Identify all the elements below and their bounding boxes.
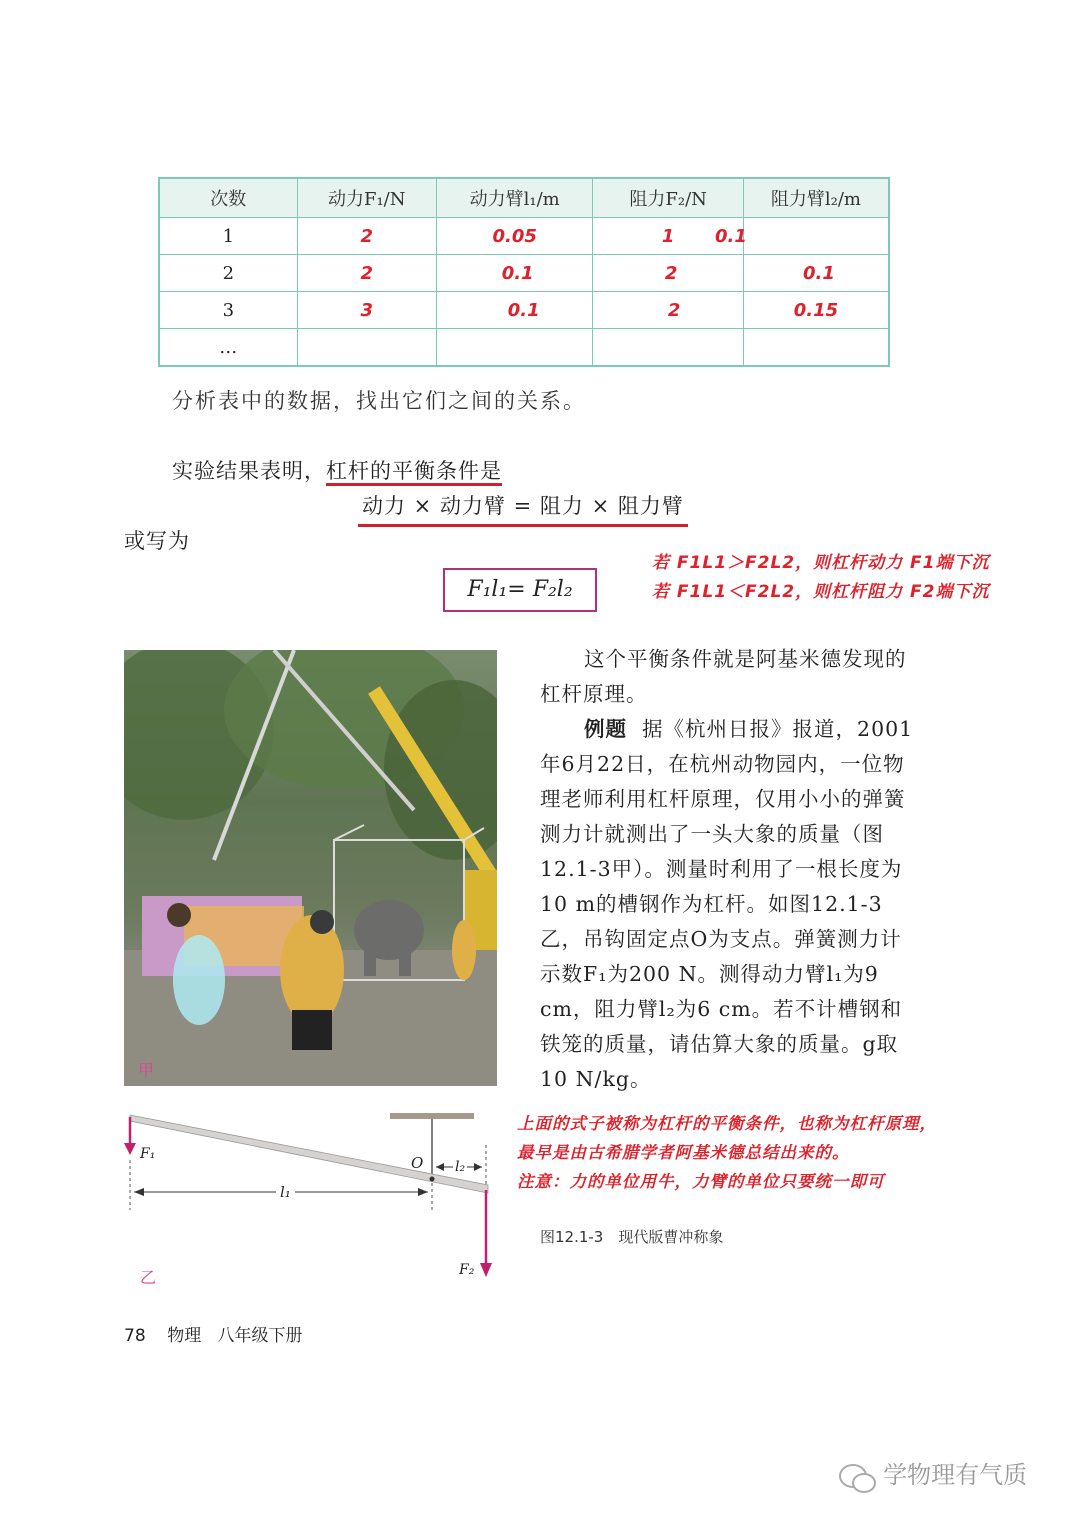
diagram-label: 乙: [140, 1268, 157, 1287]
cell-f2-value: 1: [661, 225, 675, 247]
cell-f2: 2: [593, 255, 743, 292]
example-text: 据《杭州日报》报道，2001年6月22日，在杭州动物园内，一位物理老师利用杠杆原理，仅用小小的弹簧测力计就测出了一头大象的质量（图12.1-3甲）。测量时利用了一根长度为10 m的槽钢作为杠杆。如图12.1-3乙，吊钩固定点O为支点。弹簧测力计示数F₁为200 N。测得动力臂l₁为9 cm，阻力臂l₂为6 cm。若不计槽钢和铁笼的质量，请估算大象的质量。g取10 N/kg。: [540, 717, 914, 1091]
cell-l2: [743, 218, 889, 255]
cell-f2: 2: [593, 292, 743, 329]
example-label: 例题: [584, 717, 627, 741]
table-row: [159, 329, 889, 367]
handwritten-note-1b: 若 F1L1＜F2L2，则杠杆阻力 F2端下沉: [652, 582, 990, 602]
result-sentence: [172, 455, 502, 485]
handwritten-note-2b: 最早是由古希腊学者阿基米德总结出来的。: [517, 1143, 850, 1162]
cell-l2-value: 0.1: [715, 226, 747, 247]
result-underlined: 杠杆的平衡条件是: [326, 459, 502, 486]
cell-empty: [593, 329, 743, 367]
col-header: 次数: [159, 178, 297, 218]
cell-f1: 2: [297, 218, 436, 255]
support-bar: [390, 1113, 474, 1119]
analyze-instruction: 分析表中的数据，找出它们之间的关系。: [172, 389, 586, 413]
photo-label: 甲: [138, 1061, 155, 1080]
col-header: 动力F₁/N: [297, 178, 436, 218]
cell-l1: 0.05: [436, 218, 593, 255]
f1-label: F₁: [140, 1146, 156, 1162]
footer-grade: 八年级下册: [217, 1326, 303, 1346]
balance-condition: 动力 × 动力臂 = 阻力 × 阻力臂: [358, 490, 688, 527]
cell-empty: [297, 329, 436, 367]
result-prefix: 实验结果表明，: [172, 459, 326, 483]
cell-f2: [593, 218, 747, 255]
table-row: [159, 292, 889, 329]
cell-f1: 2: [297, 255, 436, 292]
table-row: [159, 218, 889, 255]
pivot-point: [430, 1177, 435, 1182]
data-table: [158, 177, 890, 367]
f2-arrow-head: [480, 1263, 492, 1277]
cell-trial: 3: [159, 292, 297, 329]
wechat-icon: [838, 1462, 878, 1496]
page-number: 78: [124, 1326, 146, 1346]
cell-trial: …: [159, 329, 297, 367]
handwritten-note-2a: 上面的式子被称为杠杆的平衡条件，也称为杠杆原理，: [517, 1114, 937, 1133]
table-row: [159, 255, 889, 292]
cell-f1: 3: [297, 292, 436, 329]
cell-empty: [436, 329, 593, 367]
handwritten-note-2c: 注意：力的单位用牛，力臂的单位只要统一即可: [517, 1172, 885, 1191]
cell-l2: 0.1: [743, 255, 889, 292]
or-write-label: 或写为: [124, 529, 190, 553]
col-header: 阻力F₂/N: [593, 178, 743, 218]
cell-trial: 2: [159, 255, 297, 292]
cell-l1: 0.1: [436, 255, 593, 292]
page-footer: [124, 1321, 302, 1346]
watermark-text: 学物理有气质: [883, 1461, 1028, 1489]
photo-illustration: [124, 650, 497, 1086]
principle-intro: 这个平衡条件就是阿基米德发现的杠杆原理。: [540, 647, 907, 706]
lever-diagram: [118, 1105, 508, 1295]
table-header-row: [159, 178, 889, 218]
cell-l2: 0.15: [743, 292, 889, 329]
l1-label: l₁: [276, 1183, 295, 1201]
watermark: [838, 1455, 1027, 1496]
lever-beam: [130, 1115, 488, 1193]
l2-label: l₂: [455, 1159, 466, 1175]
f1-arrow-head: [124, 1143, 136, 1155]
cell-l1: 0.1: [436, 292, 593, 329]
col-header: 动力臂l₁/m: [436, 178, 593, 218]
example-paragraph: [540, 712, 915, 1097]
cell-trial: 1: [159, 218, 297, 255]
cell-empty: [743, 329, 889, 367]
figure-caption: 图12.1-3 现代版曹冲称象: [540, 1228, 724, 1246]
formula-box: F₁l₁= F₂l₂: [443, 568, 597, 612]
f2-label: F₂: [459, 1262, 475, 1278]
pivot-label: O: [411, 1154, 424, 1172]
footer-subject: 物理: [167, 1326, 202, 1346]
handwritten-note-1a: 若 F1L1＞F2L2，则杠杆动力 F1端下沉: [652, 553, 990, 573]
col-header: 阻力臂l₂/m: [743, 178, 889, 218]
elephant-weighing-photo: [124, 650, 497, 1086]
